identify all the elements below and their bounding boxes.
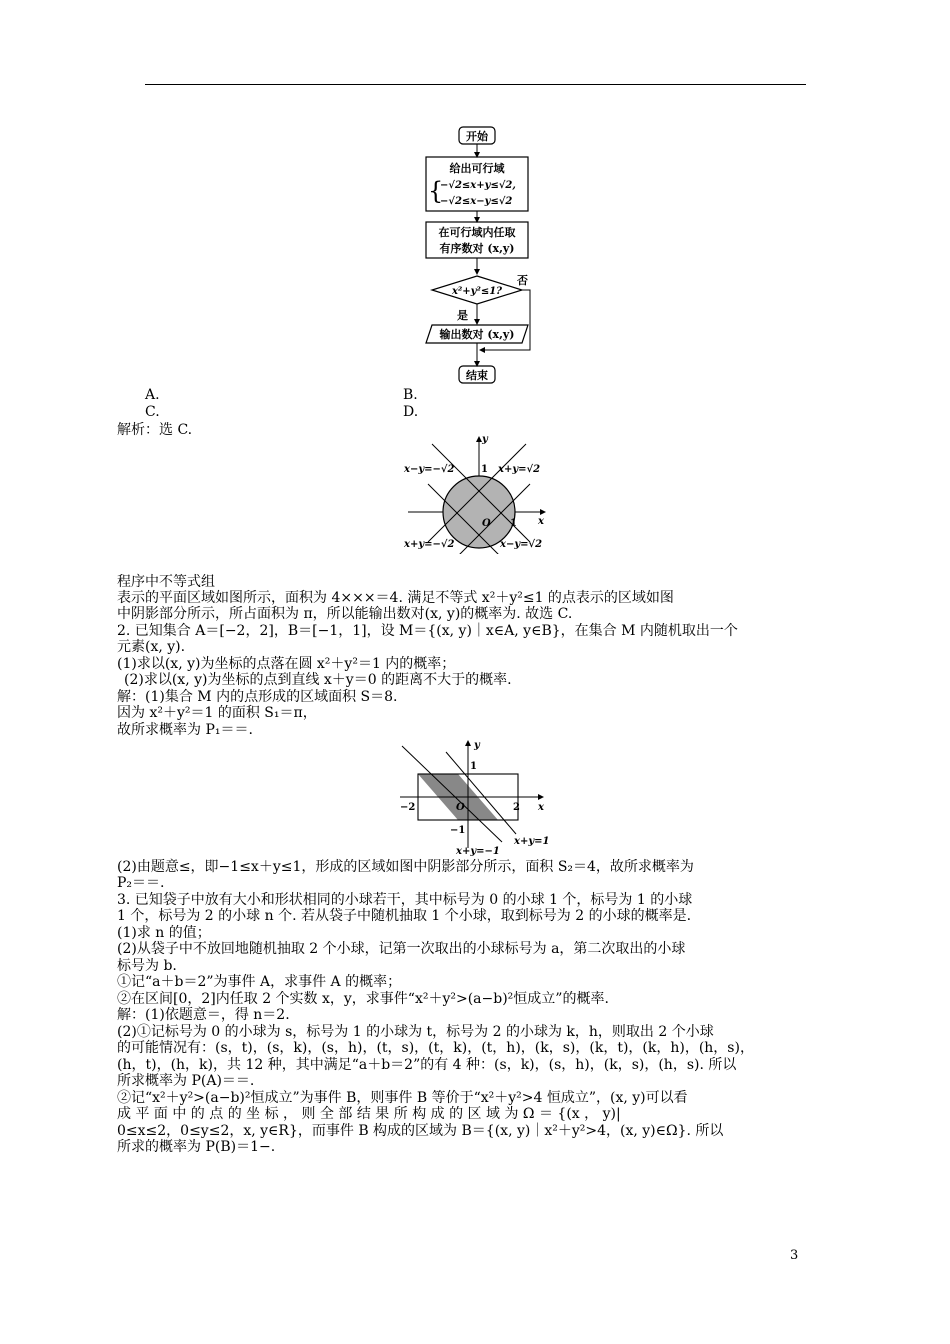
fig2-one: 1 [470, 761, 477, 772]
text-line: 1 个，标号为 2 的小球 n 个. 若从袋子中随机抽取 1 个小球，取到标号为 2 的小球的概率是. [117, 908, 692, 924]
flow-pick-line2: 有序数对 (x,y) [439, 242, 515, 255]
fig1-label-br: x−y=√2 [500, 539, 543, 550]
fig2-origin: O [456, 802, 465, 813]
flow-start-label: 开始 [466, 130, 488, 143]
fig1-label-bl: x+y=−√2 [404, 539, 455, 550]
text-line: 解：(1)依题意＝，得 n＝2. [117, 1007, 290, 1023]
text-line: (1)求 n 的值； [117, 925, 211, 941]
text-line: 2. 已知集合 A＝[−2，2]，B＝[−1，1]，设 M＝{(x, y)｜x∈A, y∈B}，在集合 M 内随机取出一个 [117, 623, 738, 639]
fig2-axis-y: y [474, 740, 480, 751]
flow-region-title: 给出可行域 [449, 162, 505, 175]
text-line: (2)从袋子中不放回地随机抽取 2 个小球，记第一次取出的小球标号为 a，第二次取出的小球 [117, 941, 686, 957]
option-c: C. [145, 404, 160, 420]
fig1-one-right: 1 [510, 518, 517, 529]
text-line: 3. 已知袋子中放有大小和形状相同的小球若干，其中标号为 0 的小球 1 个，标号为 1 的小球 [117, 892, 693, 908]
text-line: 0≤x≤2，0≤y≤2，x, y∈R}，而事件 B 构成的区域为 B＝{(x, y)｜x²＋y²>4，(x, y)∈Ω}. 所以 [117, 1123, 724, 1139]
fig1-label-tr: x+y=√2 [498, 464, 541, 475]
flow-yes-label: 是 [457, 309, 468, 322]
fig1-one-top: 1 [481, 464, 488, 475]
text-line: 所求概率为 P(A)＝＝. [117, 1073, 255, 1089]
flow-region-ineq2: −√2≤x−y≤√2 [440, 196, 513, 207]
flowchart [420, 124, 540, 386]
fig2-pos2: 2 [513, 802, 520, 813]
text-line: (2)①记标号为 0 的小球为 s，标号为 1 的小球为 t，标号为 2 的小球为 k，h，则取出 2 个小球 [117, 1024, 714, 1040]
flow-region-brace: { [428, 177, 444, 205]
fig1-origin: O [482, 518, 491, 529]
text-line: (h，t)，(h，k)，共 12 种，其中满足“a＋b＝2”的有 4 种：(s，k)，(s，h)，(k，s)，(h，s). 所以 [117, 1057, 737, 1073]
fig1-label-tl: x−y=−√2 [404, 464, 455, 475]
text-line: (2)求以(x, y)为坐标的点到直线 x＋y＝0 的距离不大于的概率. [124, 672, 512, 688]
flow-pick-line1: 在可行域内任取 [438, 226, 516, 239]
text-line: 元素(x, y). [117, 639, 186, 655]
fig2-neg1: −1 [450, 825, 466, 836]
page-number: 3 [790, 1248, 799, 1263]
fig2-label-b: x+y=−1 [456, 846, 500, 856]
flow-region-ineq1: −√2≤x+y≤√2, [440, 180, 516, 191]
text-line: 标号为 b. [117, 958, 177, 974]
text-line: (2)由题意≤，即−1≤x＋y≤1，形成的区域如图中阴影部分所示，面积 S₂＝4，故所求概率为 [117, 859, 694, 875]
unit-circle [443, 476, 515, 548]
flow-decision-label: x²+y²≤1? [451, 286, 503, 297]
text-line: 中阴影部分所示，所占面积为 π，所以能输出数对(x, y)的概率为. 故选 C. [117, 606, 573, 622]
text-line: 成 平 面 中 的 点 的 坐 标 ， 则 全 部 结 果 所 构 成 的 区 域 为 Ω ＝ {(x ， y)| [117, 1106, 621, 1122]
text-line: 因为 x²＋y²＝1 的面积 S₁＝π， [117, 705, 317, 721]
text-line: 解析：选 C. [117, 422, 193, 438]
text-line: ①记“a＋b＝2”为事件 A，求事件 A 的概率； [117, 974, 402, 990]
text-line: ②记“x²＋y²>(a−b)²恒成立”为事件 B，则事件 B 等价于“x²＋y²>4 恒成立”，(x, y)可以看 [117, 1090, 688, 1106]
fig1-axis-y: y [482, 434, 488, 445]
text-line: P₂＝＝. [117, 875, 165, 891]
text-line: (1)求以(x, y)为坐标的点落在圆 x²＋y²＝1 内的概率； [117, 656, 456, 672]
header-rule [145, 84, 806, 85]
text-line: 程序中不等式组 [117, 574, 215, 590]
figure-parallelogram [398, 738, 558, 856]
option-b: B. [403, 387, 418, 403]
fig2-neg2: −2 [400, 802, 416, 813]
text-line: 故所求概率为 P₁＝＝. [117, 722, 253, 738]
option-a: A. [145, 387, 160, 403]
figure-circle-square [402, 434, 550, 554]
fig2-axis-x: x [538, 802, 544, 813]
text-line: 的可能情况有：(s，t)，(s，k)，(s，h)，(t，s)，(t，k)，(t，h)，(k，s)，(k，t)，(k，h)，(h，s)， [117, 1040, 754, 1056]
text-line: ②在区间[0，2]内任取 2 个实数 x，y，求事件“x²＋y²>(a−b)²恒成立”的概率. [117, 991, 609, 1007]
text-line: 表示的平面区域如图所示，面积为 4×××＝4. 满足不等式 x²＋y²≤1 的点表示的区域如图 [117, 590, 674, 606]
flow-end-label: 结束 [466, 369, 488, 382]
text-line: 所求的概率为 P(B)＝1−. [117, 1139, 276, 1155]
option-d: D. [403, 404, 419, 420]
flow-output-label: 输出数对 (x,y) [439, 328, 515, 341]
fig1-axis-x: x [538, 516, 544, 527]
flow-no-label: 否 [517, 274, 528, 287]
fig2-label-r: x+y=1 [514, 836, 550, 847]
text-line: 解：(1)集合 M 内的点形成的区域面积 S＝8. [117, 689, 398, 705]
